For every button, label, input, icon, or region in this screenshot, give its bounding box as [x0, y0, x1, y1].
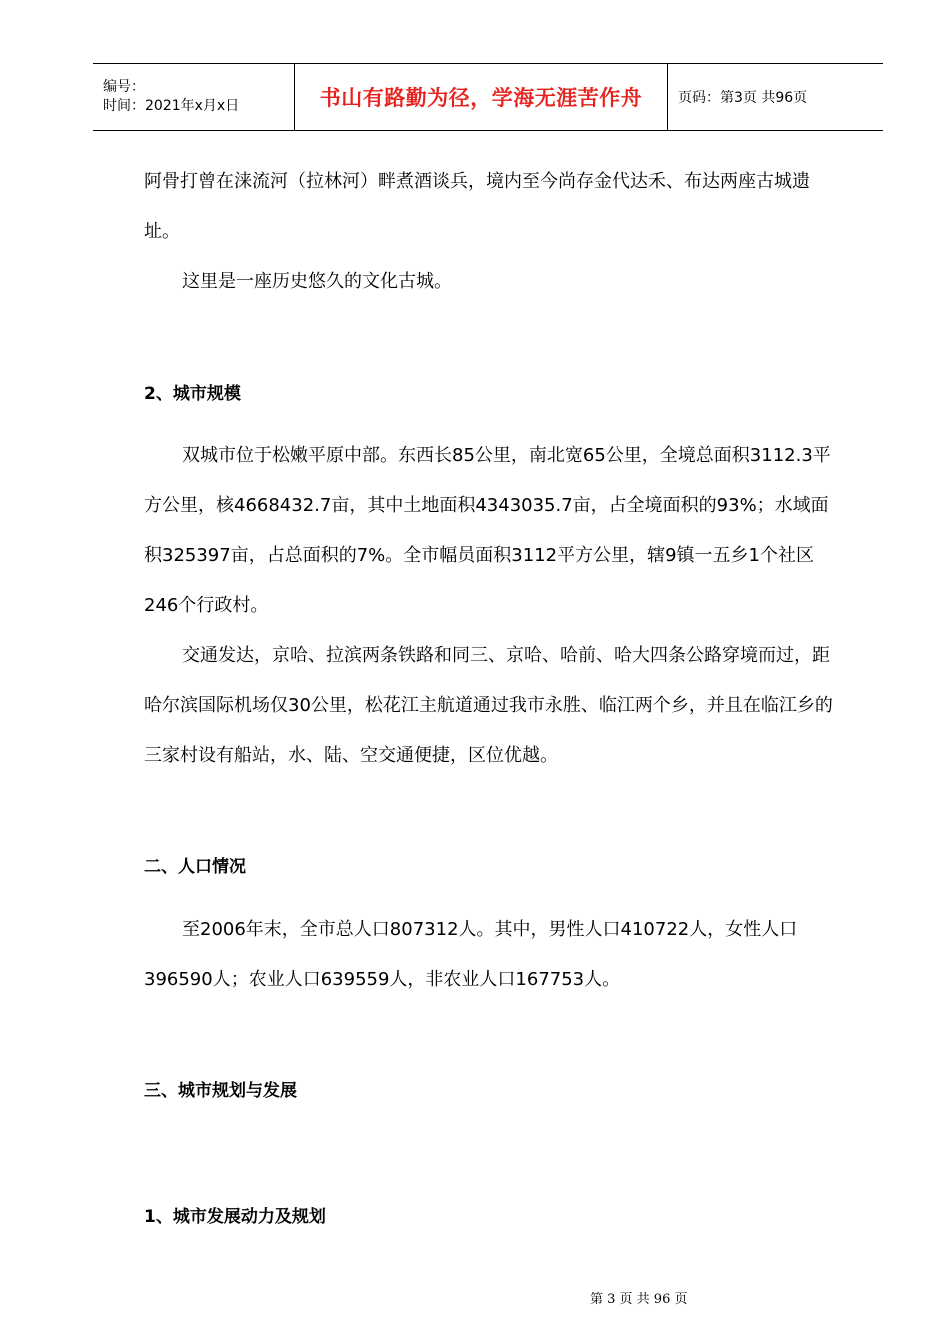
header-page-info: 页码：第3页 共96页: [678, 90, 808, 106]
section-heading: 1、城市发展动力及规划: [144, 1207, 326, 1227]
header-motto: 书山有路勤为径，学海无涯苦作舟: [319, 86, 643, 110]
section-heading: 二、人口情况: [144, 857, 246, 877]
paragraph: 交通发达，京哈、拉滨两条铁路和同三、京哈、哈前、哈大四条公路穿境而过，距哈尔滨国际机场仅30公里，松花江主航道通过我市永胜、临江两个乡，并且在临江乡的三家村设有船站，水、陆、空交通便捷，区位优越。: [144, 645, 833, 766]
page-footer: 第 3 页 共 96 页: [590, 1292, 688, 1307]
paragraph: 至2006年末，全市总人口807312人。其中，男性人口410722人，女性人口396590人；农业人口639559人，非农业人口167753人。: [144, 919, 798, 990]
page-header: [93, 63, 883, 131]
section-heading: 2、城市规模: [144, 384, 241, 404]
time-label: 时间：2021年x月x日: [103, 98, 240, 114]
paragraph: 阿骨打曾在涞流河（拉林河）畔煮酒谈兵，境内至今尚存金代达禾、布达两座古城遗址。: [144, 171, 810, 242]
header-motto-cell: [295, 64, 668, 130]
header-meta: [93, 64, 295, 130]
number-label: 编号：: [103, 79, 145, 95]
paragraph: 双城市位于松嫩平原中部。东西长85公里，南北宽65公里，全境总面积3112.3平方公里，核4668432.7亩，其中土地面积4343035.7亩，占全境面积的93%；水域面积325397亩，占总面积的7%。全市幅员面积3112平方公里，辖9镇一五乡1个社区246个行政村。: [144, 445, 831, 616]
paragraph: 这里是一座历史悠久的文化古城。: [182, 271, 452, 292]
section-heading: 三、城市规划与发展: [144, 1081, 297, 1101]
